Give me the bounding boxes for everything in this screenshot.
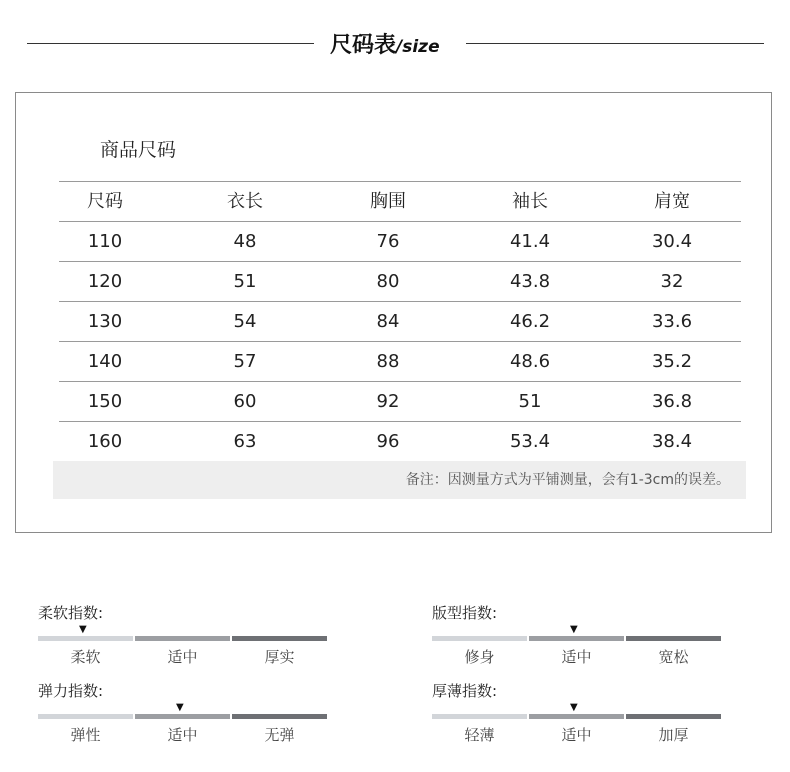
table-cell: 48: [233, 231, 257, 252]
table-cell: 54: [233, 311, 257, 332]
scale-option: 修身: [464, 648, 495, 666]
scale-segment: [529, 714, 624, 719]
table-cell: 88: [376, 351, 400, 372]
scale-option: 加厚: [658, 726, 689, 744]
page-header: [0, 26, 790, 60]
size-chart-card: [15, 92, 772, 533]
table-cell: 96: [376, 431, 400, 452]
table-cell: 43.8: [509, 271, 551, 292]
table-cell: 46.2: [509, 311, 551, 332]
column-header: 衣长: [227, 191, 263, 212]
elasticity-index: [38, 680, 328, 750]
measurement-note: [53, 461, 746, 499]
table-cell: 80: [376, 271, 400, 292]
scale-segment: [38, 714, 133, 719]
table-cell: 84: [376, 311, 400, 332]
header-divider-right: [466, 43, 764, 44]
column-header: 袖长: [512, 191, 548, 212]
scale-option: 轻薄: [464, 726, 495, 744]
table-row: [59, 381, 741, 421]
table-cell: 92: [376, 391, 400, 412]
table-row: [59, 421, 741, 462]
table-row: [59, 301, 741, 341]
thickness-index: [432, 680, 722, 750]
table-cell: 63: [233, 431, 257, 452]
table-cell: 53.4: [509, 431, 551, 452]
index-label: 柔软指数:: [38, 604, 104, 622]
table-cell: 76: [376, 231, 400, 252]
table-row: [59, 221, 741, 261]
table-cell: 51: [233, 271, 257, 292]
scale-option: 适中: [561, 726, 592, 744]
table-header-row: [59, 181, 741, 221]
scale-option: 柔软: [70, 648, 101, 666]
column-header: 胸围: [370, 191, 406, 212]
column-header: 尺码: [87, 191, 123, 212]
table-cell: 33.6: [651, 311, 693, 332]
table-cell: 160: [87, 431, 123, 452]
page-title: [330, 28, 440, 59]
table-row: [59, 261, 741, 301]
table-cell: 38.4: [651, 431, 693, 452]
scale-option: 厚实: [264, 648, 295, 666]
table-cell: 32: [660, 271, 684, 292]
table-cell: 30.4: [651, 231, 693, 252]
table-cell: 150: [87, 391, 123, 412]
scale-segment: [135, 636, 230, 641]
scale-segment: [232, 636, 327, 641]
fit-index: [432, 602, 722, 672]
scale-option: 适中: [167, 726, 198, 744]
column-header: 肩宽: [654, 191, 690, 212]
table-row: [59, 341, 741, 381]
scale-segment: [529, 636, 624, 641]
table-cell: 36.8: [651, 391, 693, 412]
table-caption: 商品尺码: [100, 139, 177, 161]
triangle-down-icon: ▼: [570, 624, 578, 635]
scale-option: 弹性: [70, 726, 101, 744]
title-en-text: /size: [396, 37, 440, 57]
table-cell: 51: [518, 391, 542, 412]
table-cell: 140: [87, 351, 123, 372]
triangle-down-icon: ▼: [176, 702, 184, 713]
scale-option: 适中: [167, 648, 198, 666]
index-label: 版型指数:: [432, 604, 498, 622]
table-cell: 48.6: [509, 351, 551, 372]
header-divider-left: [27, 43, 314, 44]
scale-segment: [626, 714, 721, 719]
table-cell: 35.2: [651, 351, 693, 372]
table-cell: 41.4: [509, 231, 551, 252]
scale-segment: [38, 636, 133, 641]
triangle-down-icon: ▼: [79, 624, 87, 635]
size-table: [59, 181, 741, 462]
index-label: 厚薄指数:: [432, 682, 498, 700]
scale-option: 宽松: [658, 648, 689, 666]
scale-option: 适中: [561, 648, 592, 666]
scale-segment: [135, 714, 230, 719]
table-cell: 57: [233, 351, 257, 372]
softness-index: [38, 602, 328, 672]
note-text: 备注：因测量方式为平铺测量，会有1-3cm的误差。: [405, 472, 730, 488]
title-text: 尺码表: [330, 33, 397, 58]
scale-segment: [432, 714, 527, 719]
table-cell: 120: [87, 271, 123, 292]
table-cell: 110: [87, 231, 123, 252]
table-cell: 60: [233, 391, 257, 412]
scale-option: 无弹: [264, 726, 295, 744]
scale-segment: [432, 636, 527, 641]
index-label: 弹力指数:: [38, 682, 104, 700]
scale-segment: [626, 636, 721, 641]
triangle-down-icon: ▼: [570, 702, 578, 713]
table-cell: 130: [87, 311, 123, 332]
scale-segment: [232, 714, 327, 719]
